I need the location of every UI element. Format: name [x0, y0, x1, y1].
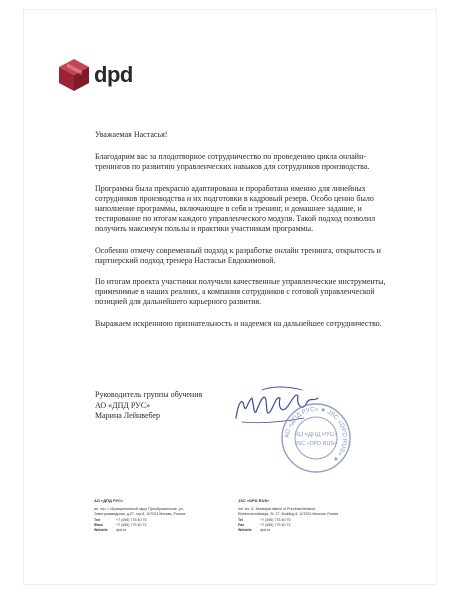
footer-value: dpd.ru [116, 528, 127, 533]
footer-address: Электрозаводская, д.27, стр.8, 107023 Москва, Россия [94, 512, 186, 517]
brand-wordmark: dpd [94, 62, 133, 87]
footer-label: Website [238, 528, 252, 533]
footer-value: +7 (495) 775 40 72 [260, 522, 291, 527]
footer-address: Intl. ter. G. Municipal district of Preobrazhenskoe, [238, 507, 317, 512]
paragraph: Благодарим вас за плодотворное сотрудничество по проведению цикла онлайн-тренингов по развитию управленческих навыков для сотрудников производства. [95, 152, 370, 172]
footer-label: Tel [238, 517, 243, 522]
paragraph: Программа была прекрасно адаптирована и проработана именно для линейных сотрудников производства и их подготовки в кадровый резерв. Особо ценно было наполнение программы, включающее в себя и тренинг, и домашнее задание, и тестирование по итогам каждого управленческого модуля. Такой подход позволил получить максимум пользы и практики участникам программы. [95, 183, 376, 234]
footer-en [238, 498, 368, 533]
signatory-name: Марина Лейнвебер [95, 411, 161, 420]
paragraph: Особенно отмечу современный подход к разработке онлайн тренинга, открытость и партнерский подход тренера Настасьи Евдокимовой. [95, 245, 381, 265]
footer-website [238, 528, 368, 533]
salutation: Уважаемая Настасья! [95, 130, 168, 139]
letter-page [24, 10, 436, 584]
footer-address: Elektrozavodskaya, St. 27, Building 8, 107023 Moscow, Russia [238, 512, 339, 517]
stamp-ring-text: АО «ДПД РУС» ★ JSC «DPD RUS» ★ [283, 405, 349, 464]
signatory-position: Руководитель группы обучения [95, 390, 203, 399]
stamp-center-text-en: JSC «DPD RUS» [295, 441, 337, 447]
footer-label: Website [94, 528, 108, 533]
paragraph: Выражаем искреннюю признательность и надеемся на дальнейшее сотрудничество. [95, 318, 382, 328]
paragraph: По итогам проекта участники получили качественные управленческие инструменты, применимые в наших реалиях, а компания сотрудников с готовой управленческой позицией для дальнейшего карьерного развития. [95, 277, 386, 307]
footer-company: АО «ДПД РУС» [94, 498, 124, 503]
company-stamp [280, 402, 352, 474]
cube-icon [58, 58, 90, 92]
footer-value: +7 (495) 775 40 75 [116, 517, 147, 522]
footer-label: Fax [238, 522, 245, 527]
footer-website [94, 528, 224, 533]
footer-value: dpd.ru [260, 528, 271, 533]
company-logo [58, 58, 178, 94]
footer-ru [94, 498, 224, 533]
footer-company: JSC «DPD RUS» [238, 498, 270, 503]
footer-address: вн. тер. г. Муниципальный округ Преображенское, ул. [94, 507, 184, 512]
signatory-company: АО «ДПД РУС» [95, 400, 151, 410]
footer-value: +7 (495) 775 40 75 [260, 517, 291, 522]
stamp-center-text: АО «ДПД РУС» [294, 432, 338, 438]
footer-value: +7 (495) 775 40 72 [116, 522, 147, 527]
footer-label: Факс [94, 522, 103, 527]
signatory-block [95, 390, 202, 422]
letter-body [95, 130, 395, 340]
footer-label: Тел [94, 517, 101, 522]
